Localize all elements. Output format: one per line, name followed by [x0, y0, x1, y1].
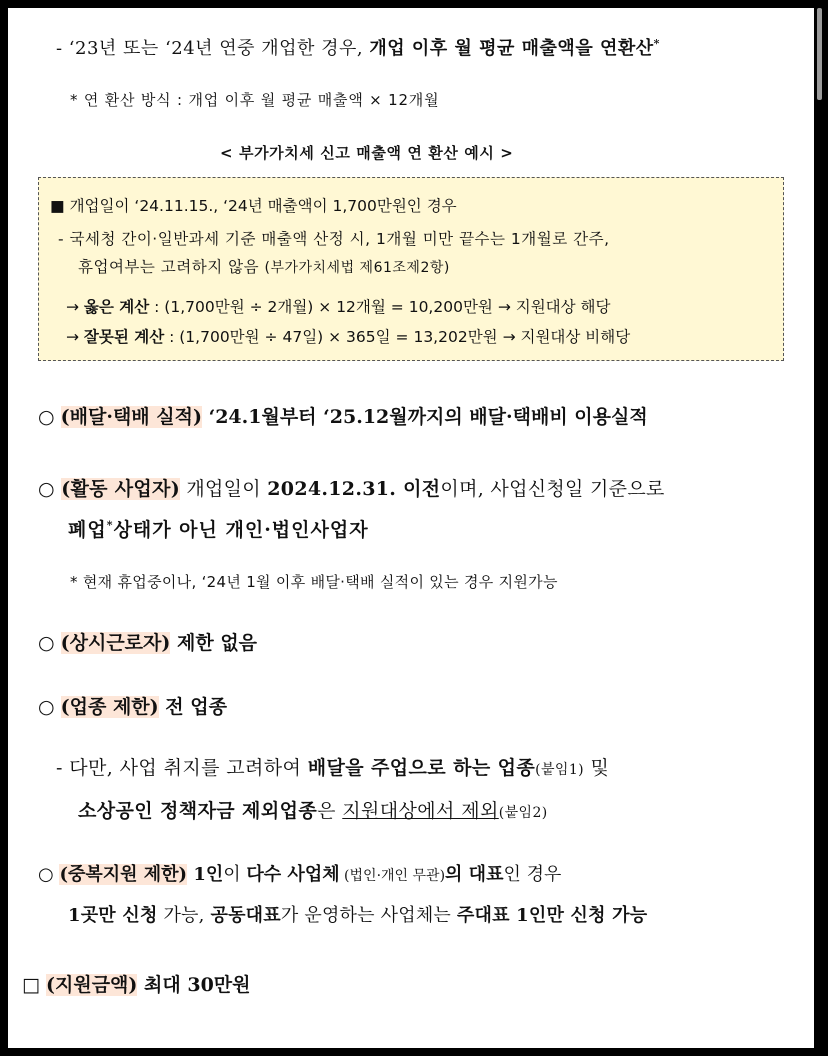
bold-text: 개업 이후 월 평균 매출액을 연환산	[369, 38, 654, 59]
section-delivery-record	[38, 402, 648, 429]
scrollbar-thumb[interactable]	[817, 8, 822, 100]
bold-text: 주대표 1인만 신청 가능	[456, 905, 648, 926]
bold-text: 소상공인 정책자금 제외업종	[78, 800, 318, 822]
bold-text: 전 업종	[158, 696, 227, 718]
law-reference: (부가가치세법 제61조제2항)	[264, 260, 450, 276]
text: 은	[317, 800, 343, 822]
text: - ‘23년 또는 ‘24년 연중 개업한 경우,	[56, 38, 370, 59]
scrollbar-track[interactable]	[817, 8, 822, 1048]
section-industry	[38, 692, 227, 719]
bullet: ○	[38, 632, 61, 654]
underlined-text: 지원대상에서 제외	[342, 800, 499, 822]
section-label: (상시근로자)	[60, 632, 171, 654]
text: 가 운영하는 사업체는	[280, 905, 457, 926]
section-label: (중복지원 제한)	[59, 864, 188, 885]
note-annualize-method: * 연 환산 방식 : 개업 이후 월 평균 매출액 × 12개월	[70, 91, 440, 109]
industry-exception-1	[56, 753, 609, 780]
section-duplicate-limit	[38, 860, 561, 886]
example-line-2: - 국세청 간이·일반과세 기준 매출액 산정 시, 1개월 미만 끝수는 1개월로 간주,	[58, 230, 610, 248]
arrow: →	[66, 328, 84, 346]
text: 이	[223, 864, 247, 885]
bold-text: 공동대표	[210, 905, 281, 926]
bold-text: 의 대표	[445, 864, 504, 885]
attachment-ref: (붙임1)	[535, 762, 584, 778]
bullet: ○	[38, 406, 61, 428]
bold-text: 잘못된 계산	[83, 328, 165, 346]
document-page	[8, 8, 814, 1048]
bold-text: 배달을 주업으로 하는 업종	[307, 757, 536, 779]
text: 휴업여부는 고려하지 않음	[78, 258, 265, 276]
line-startup-annualize	[56, 34, 660, 60]
bold-text: 제한 없음	[170, 632, 258, 654]
attachment-ref: (붙임2)	[498, 805, 548, 821]
example-line-3	[78, 255, 450, 277]
footnote-mark: *	[106, 518, 114, 532]
example-wrong-calc	[66, 325, 630, 347]
section-label: (지원금액)	[46, 974, 138, 996]
section-active-business	[38, 474, 665, 501]
bold-text: 2024.12.31. 이전	[267, 478, 441, 500]
section-label: (업종 제한)	[60, 696, 159, 718]
text: - 다만, 사업 취지를 고려하여	[56, 757, 308, 779]
section-support-amount	[22, 970, 251, 997]
text: : (1,700만원 ÷ 2개월) × 12개월 = 10,200만원 → 지원대상 해당	[149, 298, 611, 316]
bold-text: 1곳만 신청	[68, 905, 158, 926]
example-line-1: ■ 개업일이 ‘24.11.15., ‘24년 매출액이 1,700만원인 경우	[50, 197, 457, 215]
note-suspended-business: * 현재 휴업중이나, ‘24년 1월 이후 배달·택배 실적이 있는 경우 지원가능	[70, 573, 558, 591]
example-correct-calc	[66, 295, 611, 317]
bold-text: 상태가 아닌 개인·법인사업자	[113, 519, 369, 541]
text: 개업일이	[179, 478, 268, 500]
bold-text: 최대 30만원	[137, 974, 251, 996]
section-duplicate-limit-cont	[68, 901, 647, 927]
section-employees	[38, 628, 257, 655]
arrow: →	[66, 298, 84, 316]
industry-exception-2	[78, 796, 548, 823]
text: 인 경우	[503, 864, 562, 885]
bold-text: 폐업	[68, 519, 107, 541]
bullet: ○	[38, 696, 61, 718]
bullet: ○	[38, 864, 60, 885]
footnote-mark: *	[653, 37, 660, 50]
text: 및	[584, 757, 610, 779]
text: 가능,	[157, 905, 211, 926]
bold-text: ‘24.1월부터 ‘25.12월까지의 배달·택배비 이용실적	[201, 406, 648, 428]
section-label: (활동 사업자)	[61, 478, 180, 500]
bold-text: 다수 사업체	[246, 864, 340, 885]
text: 이며, 사업신청일 기준으로	[440, 478, 665, 500]
bullet: ○	[38, 478, 62, 500]
checkbox-bullet: □	[22, 974, 46, 996]
section-label: (배달·택배 실적)	[60, 406, 202, 428]
example-title: < 부가가치세 신고 매출액 연 환산 예시 >	[220, 144, 514, 162]
bold-text: 옳은 계산	[83, 298, 150, 316]
text: (법인·개인 무관)	[339, 868, 446, 884]
bold-text: 1인	[187, 864, 224, 885]
section-active-business-cont	[68, 515, 369, 542]
text: : (1,700만원 ÷ 47일) × 365일 = 13,202만원 → 지원대상 비해당	[164, 328, 631, 346]
